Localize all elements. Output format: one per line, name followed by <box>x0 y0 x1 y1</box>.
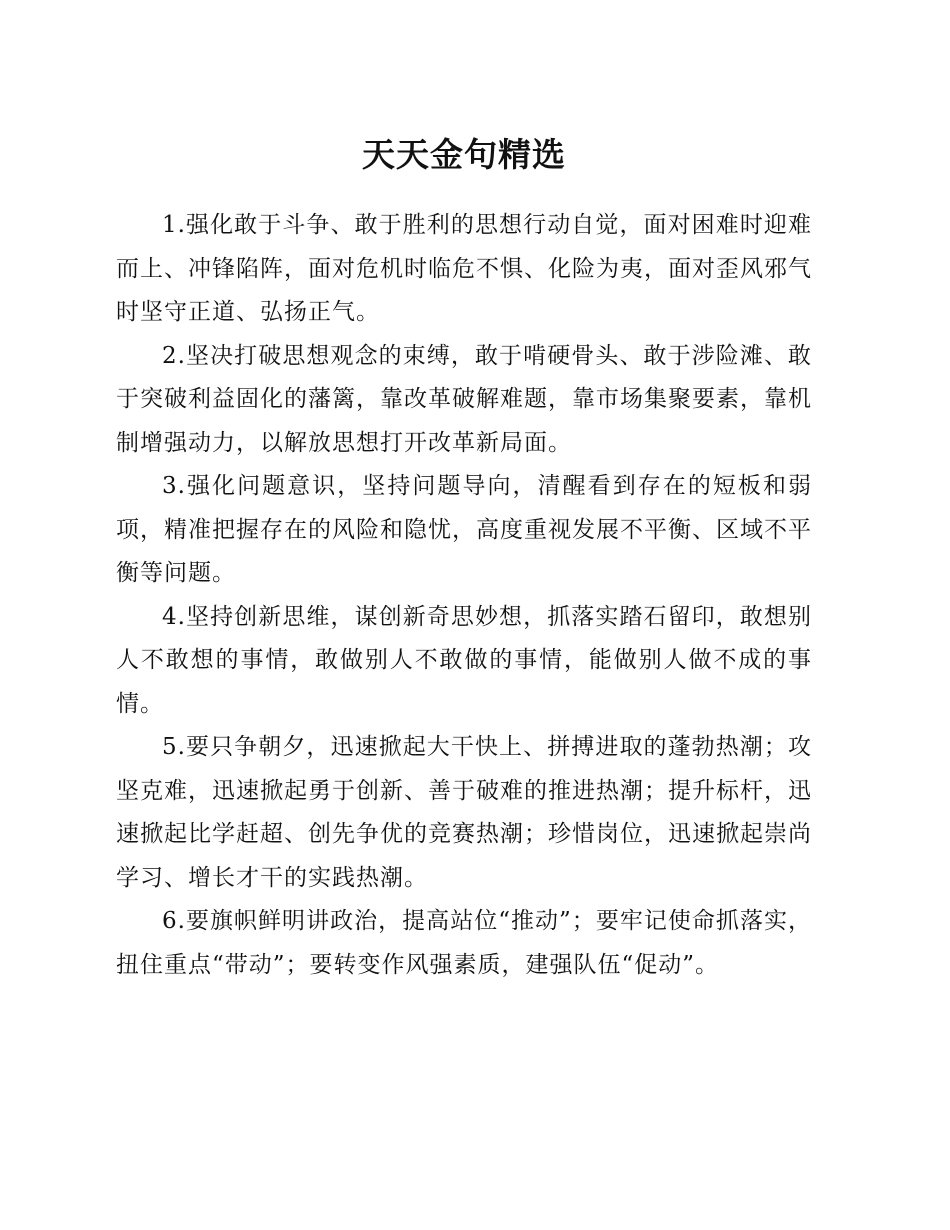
paragraph-4: 4.坚持创新思维，谋创新奇思妙想，抓落实踏石留印，敢想别人不敢想的事情，敢做别人不敢做的事情，能做别人做不成的事情。 <box>116 603 812 717</box>
document-page <box>116 128 812 987</box>
document-title: 天天金句精选 <box>362 135 566 174</box>
paragraph-1: 1.强化敢于斗争、敢于胜利的思想行动自觉，面对困难时迎难而上、冲锋陷阵，面对危机时临危不惧、化险为夷，面对歪风邪气时坚守正道、弘扬正气。 <box>116 212 812 325</box>
paragraph-3: 3.强化问题意识，坚持问题导向，清醒看到存在的短板和弱项，精准把握存在的风险和隐忧，高度重视发展不平衡、区域不平衡等问题。 <box>116 473 812 586</box>
paragraph-5: 5.要只争朝夕，迅速掀起大干快上、拼搏进取的蓬勃热潮；攻坚克难，迅速掀起勇于创新、善于破难的推进热潮；提升标杆，迅速掀起比学赶超、创先争优的竞赛热潮；珍惜岗位，迅速掀起崇尚学习、增长才干的实践热潮。 <box>116 734 812 891</box>
paragraph-6: 6.要旗帜鲜明讲政治，提高站位“推动”；要牢记使命抓落实，扭住重点“带动”；要转变作风强素质，建强队伍“促动”。 <box>116 908 812 978</box>
paragraph-2: 2.坚决打破思想观念的束缚，敢于啃硬骨头、敢于涉险滩、敢于突破利益固化的藩篱，靠改革破解难题，靠市场集聚要素，靠机制增强动力，以解放思想打开改革新局面。 <box>116 342 812 456</box>
